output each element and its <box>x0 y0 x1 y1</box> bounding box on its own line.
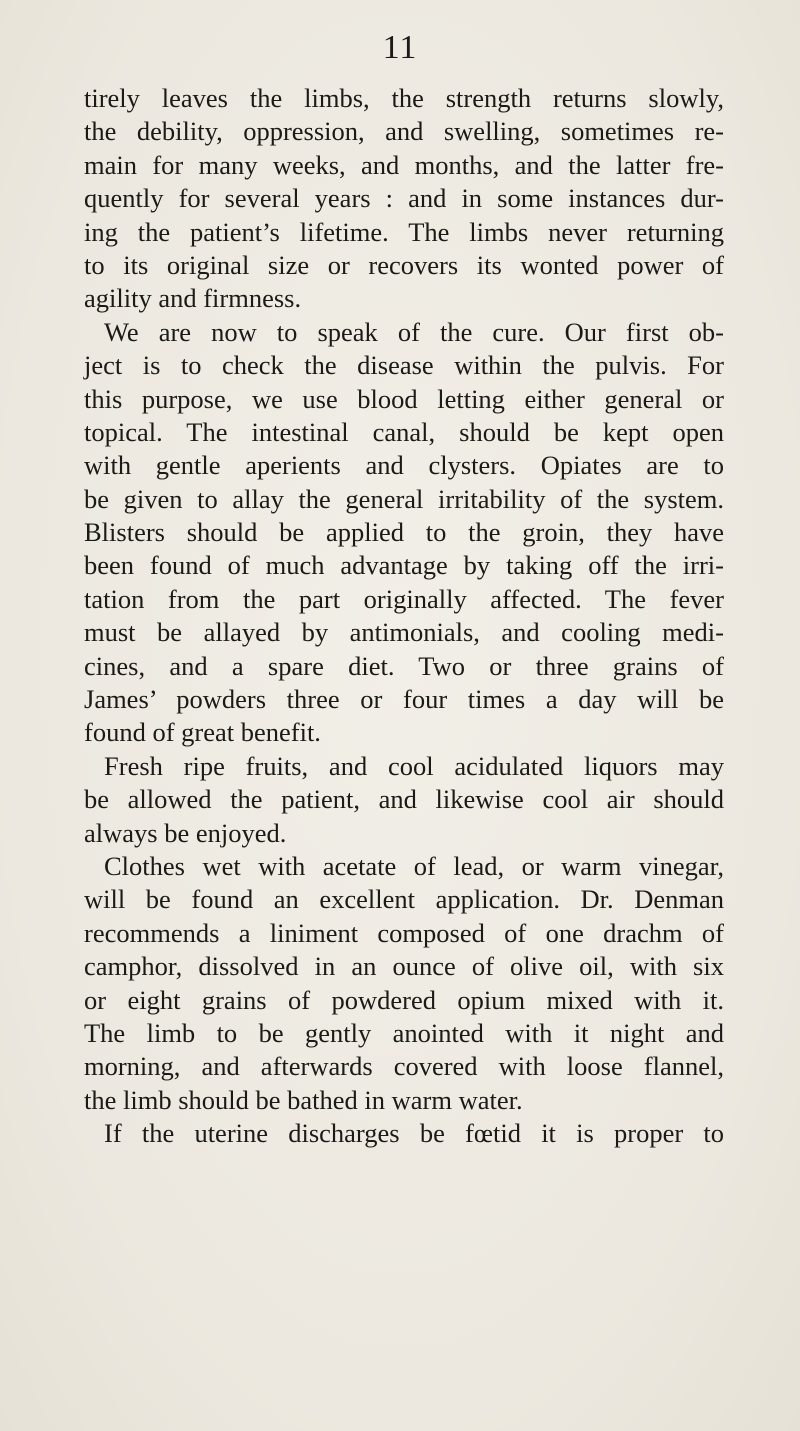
text-line: with gentle aperients and clysters. Opiates are to <box>84 450 724 481</box>
text-line: agility and firmness. <box>84 283 302 314</box>
text-line: topical. The intestinal canal, should be kept open <box>84 416 724 447</box>
text-line: this purpose, we use blood letting either general or <box>84 383 724 414</box>
text-line: morning, and afterwards covered with loose flannel, <box>84 1051 724 1082</box>
body-text <box>84 82 724 1151</box>
text-line: We are now to speak of the cure. Our first ob- <box>104 316 724 347</box>
text-line: be given to allay the general irritability of the system. <box>84 483 724 514</box>
text-line: main for many weeks, and months, and the latter fre- <box>84 149 724 180</box>
text-line: or eight grains of powdered opium mixed with it. <box>84 984 724 1015</box>
text-line: Clothes wet with acetate of lead, or warm vinegar, <box>104 850 724 881</box>
text-line: tirely leaves the limbs, the strength returns slowly, <box>84 83 724 113</box>
text-line: The limb to be gently anointed with it night and <box>84 1017 724 1048</box>
text-line: cines, and a spare diet. Two or three grains of <box>84 650 724 681</box>
text-line: be allowed the patient, and likewise cool air should <box>84 784 724 815</box>
text-line: tation from the part originally affected. The fever <box>84 583 724 614</box>
text-line: Fresh ripe fruits, and cool acidulated liquors may <box>104 750 724 781</box>
text-line: to its original size or recovers its wonted power of <box>84 249 724 280</box>
text-line: will be found an excellent application. Dr. Denman <box>84 884 724 915</box>
text-line: quently for several years : and in some instances dur- <box>84 183 724 214</box>
text-line: ject is to check the disease within the pulvis. For <box>84 350 724 381</box>
text-line: Blisters should be applied to the groin, they have <box>84 517 724 548</box>
text-line: always be enjoyed. <box>84 817 287 848</box>
text-line: James’ powders three or four times a day will be <box>84 684 724 715</box>
text-line: the debility, oppression, and swelling, sometimes re- <box>84 116 724 147</box>
text-line: the limb should be bathed in warm water. <box>84 1084 523 1115</box>
text-line: recommends a liniment composed of one drachm of <box>84 917 724 948</box>
text-line: been found of much advantage by taking off the irri- <box>84 550 724 581</box>
text-line: found of great benefit. <box>84 717 321 748</box>
text-line: ing the patient’s lifetime. The limbs never returning <box>84 216 724 247</box>
text-line: must be allayed by antimonials, and cooling medi- <box>84 617 724 648</box>
page-number: 11 <box>382 29 418 66</box>
text-line: camphor, dissolved in an ounce of olive oil, with six <box>84 951 724 982</box>
text-line: If the uterine discharges be fœtid it is proper to <box>104 1118 724 1149</box>
